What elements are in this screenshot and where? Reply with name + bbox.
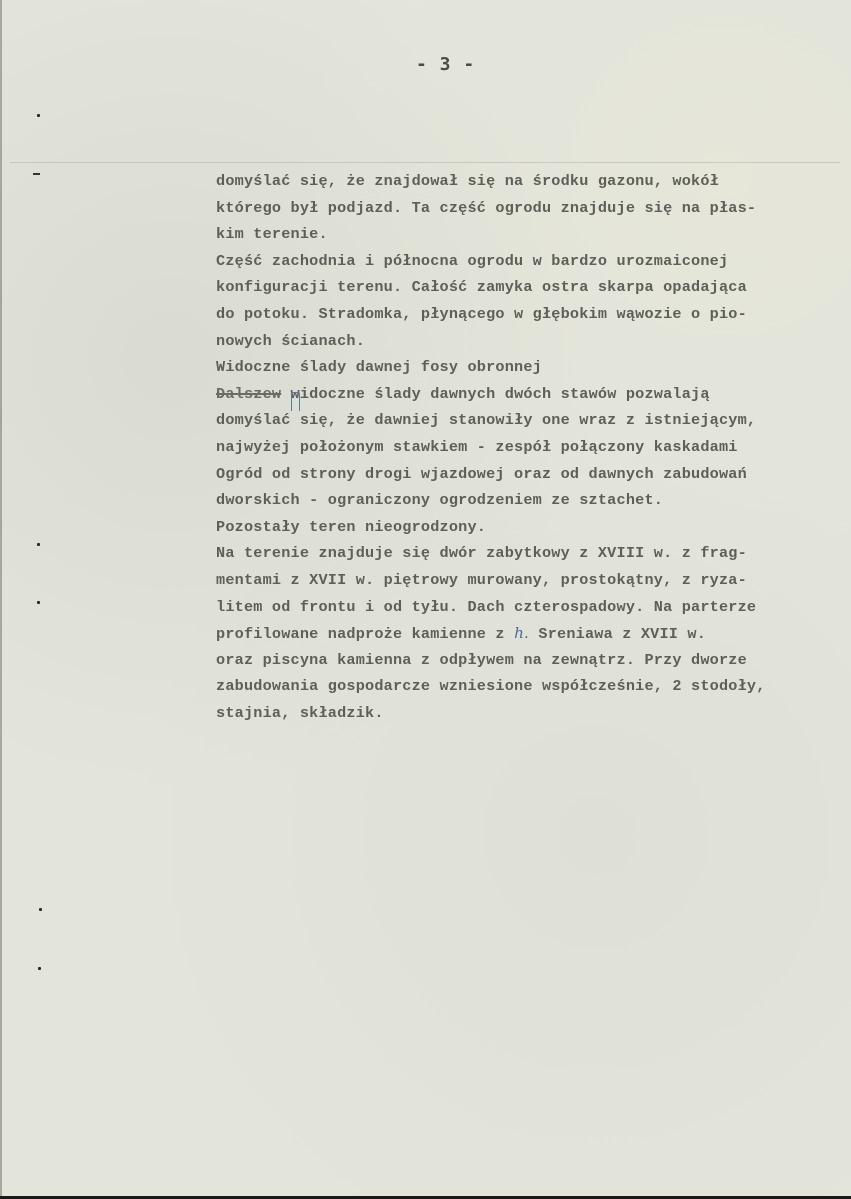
text-line: mentami z XVII w. piętrowy murowany, prostokątny, z ryza-	[216, 570, 747, 589]
page-number: - 3 -	[416, 54, 476, 75]
text-line-with-handwriting	[216, 620, 846, 647]
text-line: Część zachodnia i północna ogrodu w bardzo urozmaiconej	[216, 251, 729, 270]
margin-dash-mark	[33, 173, 40, 175]
text-line: którego był podjazd. Ta część ogrodu znajduje się na płas-	[216, 198, 757, 217]
punch-mark	[37, 543, 40, 546]
text-line: stajnia, składzik.	[216, 703, 384, 722]
text-line: najwyżej położonym stawkiem - zespół połączony kaskadami	[216, 437, 738, 456]
text-line: dworskich - ograniczony ogrodzeniem ze sztachet.	[216, 491, 664, 510]
text-line: Ogród od strony drogi wjazdowej oraz od dawnych zabudowań	[216, 464, 747, 483]
punch-mark	[37, 601, 40, 604]
text-line: oraz piscyna kamienna z odpływem na zewnątrz. Przy dworze	[216, 650, 747, 669]
text-line: do potoku. Stradomka, płynącego w głębokim wąwozie o pio-	[216, 304, 747, 323]
text-line: zabudowania gospodarcze wzniesione współcześnie, 2 stodoły,	[216, 677, 766, 696]
text-line: litem od frontu i od tyłu. Dach czterospadowy. Na parterze	[216, 597, 757, 616]
text-line: Widoczne ślady dawnej fosy obronnej	[216, 358, 542, 377]
text-line: Na terenie znajduje się dwór zabytkowy z XVIII w. z frag-	[216, 544, 747, 563]
typewritten-body	[216, 168, 846, 726]
text-line: nowych ścianach.	[216, 331, 366, 350]
punch-mark	[39, 908, 42, 911]
text-line: kim terenie.	[216, 225, 328, 244]
text-line: domyślać się, że znajdował się na środku gazonu, wokół	[216, 172, 719, 190]
text-line: Pozostały teren nieogrodzony.	[216, 517, 487, 536]
handwritten-annotation: h.	[514, 624, 530, 643]
struck-out-word: Dalszew	[216, 384, 282, 403]
text-line-with-correction	[216, 381, 846, 408]
punch-mark	[38, 967, 41, 970]
fold-line	[10, 162, 840, 163]
text-line: domyślać się, że dawniej stanowiły one wraz z istniejącym,	[216, 411, 757, 430]
text-segment: profilowane nadproże kamienne z	[216, 625, 515, 644]
page-left-edge	[0, 0, 2, 1196]
text-line: konfiguracji terenu. Całość zamyka ostra skarpa opadająca	[216, 278, 747, 297]
punch-mark	[37, 114, 40, 117]
text-segment: Sreniawa z XVII w.	[529, 625, 707, 644]
corrected-text: widoczne ślady dawnych dwóch stawów pozwalają	[290, 384, 710, 403]
